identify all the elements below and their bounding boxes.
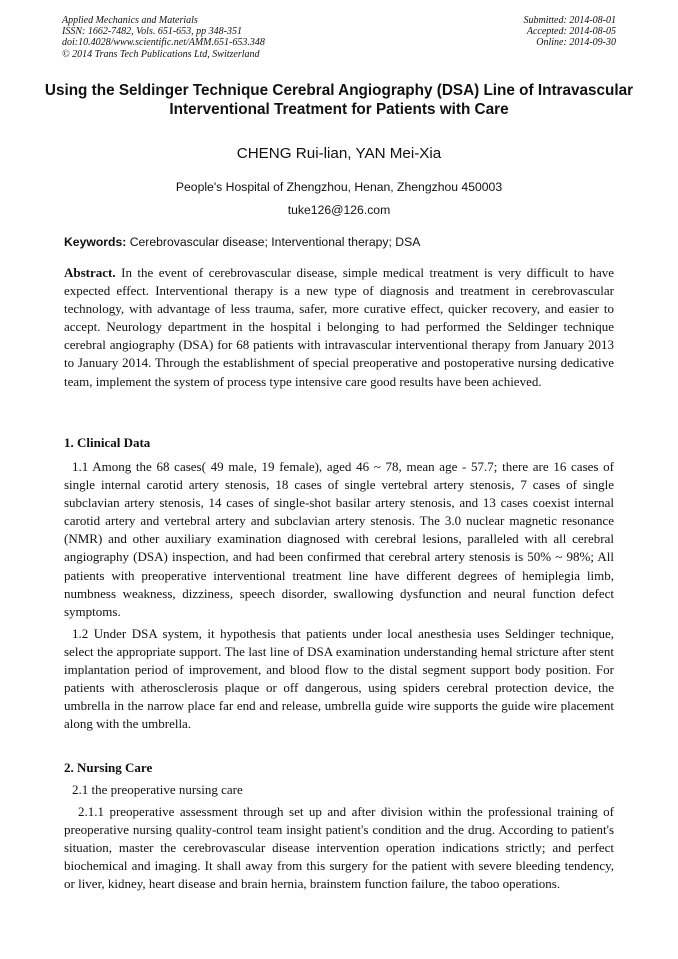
section-heading-clinical-data: 1. Clinical Data (64, 435, 151, 450)
paragraph-1-2: 1.2 Under DSA system, it hypothesis that patients under local anesthesia uses Seldinger technique, select the appropriate support. The last line of DSA examination understanding hemal stricture after stent implantation period of improvement, and blood flow to the distal segment support body position. For patients with atherosclerosis plaque or off dangerous, using spiders cerebral protection device, the umbrella in the narrow place far end and release, umbrella guide wire supports the guide wire placement along with the umbrella. (64, 625, 614, 732)
affiliation: People's Hospital of Zhengzhou, Henan, Zhengzhou 450003 (175, 180, 503, 194)
section-clinical-data-body (64, 458, 614, 733)
online-date: Online: 2014-09-30 (536, 37, 616, 49)
subheading-2-1: 2.1 the preoperative nursing care (72, 782, 243, 797)
paragraph-2-1-1: 2.1.1 preoperative assessment through set up and after division within the professional training of preoperative nursing quality-control team insight patient's condition and the drug. According to patient's situation, master the cerebrovascular disease intervention operation indications strictly; and perfect biochemical and imaging. It shall away from this surgery for the patient with severe bleeding tendency, or liver, kidney, heart disease and brain hernia, brainstem function failure, the taboo operations. (64, 804, 614, 892)
abstract-text: In the event of cerebrovascular disease, simple medical treatment is very difficult to have expected effect. Interventional therapy is a new type of diagnosis and treatment in cerebrovascular technology, with advantage of less trauma, safer, more curative effect, quicker recovery, and easier to accept. Neurology department in the hospital i belonging to had performed the Seldinger technique cerebral angiography (DSA) for 68 patients with intravascular interventional therapy from January 2013 to January 2014. Through the establishment of special preoperative and postoperative nursing dedicative team, implement the system of process type intensive care good results have been achieved. (64, 265, 614, 389)
copyright-line: © 2014 Trans Tech Publications Ltd, Switzerland (62, 48, 260, 60)
issn-line: ISSN: 1662-7482, Vols. 651-653, pp 348-351 (62, 26, 242, 38)
abstract (64, 264, 614, 391)
doi-line: doi:10.4028/www.scientific.net/AMM.651-653.348 (62, 37, 265, 49)
paragraph-1-1: 1.1 Among the 68 cases( 49 male, 19 female), aged 46 ~ 78, mean age - 57.7; there are 16 cases of single internal carotid artery stenosis, 18 cases of single vertebral artery stenosis, 7 cases of single subclavian artery stenosis, 14 cases of single-shot basilar artery stenosis, and 13 cases coexist internal carotid artery and vertebral artery and subclavian artery stenosis. The 3.0 nuclear magnetic resonance (NMR) and other auxiliary examination diagnosed with cerebral lesions, paralleled with all cerebral angiography (DSA) inspection, and had been confirmed that cerebral artery stenosis is 50% ~ 98%; All patients with preoperative interventional treatment line have different degrees of hemiplegia limb, numbness weakness, dizziness, speech disorder, swallowing dysfunction and neural function defect symptoms. (64, 459, 614, 619)
paper-title: Using the Seldinger Technique Cerebral Angiography (DSA) Line of Intravascular Interventional Treatment for Patients with Care (44, 82, 634, 118)
keywords-text: Cerebrovascular disease; Interventional therapy; DSA (129, 235, 421, 249)
abstract-label: Abstract. (64, 265, 116, 280)
journal-header (62, 15, 616, 60)
keywords-label: Keywords: (64, 235, 127, 249)
accepted-date: Accepted: 2014-08-05 (526, 26, 616, 38)
section-heading-nursing-care: 2. Nursing Care (64, 760, 153, 775)
section-nursing-care-body (64, 781, 614, 894)
publication-dates (524, 15, 617, 60)
journal-name: Applied Mechanics and Materials (62, 15, 198, 26)
submitted-date: Submitted: 2014-08-01 (523, 15, 616, 26)
authors: CHENG Rui-lian, YAN Mei-Xia (236, 145, 442, 162)
journal-info (62, 15, 265, 60)
email: tuke126@126.com (287, 203, 391, 217)
keywords (64, 235, 614, 249)
